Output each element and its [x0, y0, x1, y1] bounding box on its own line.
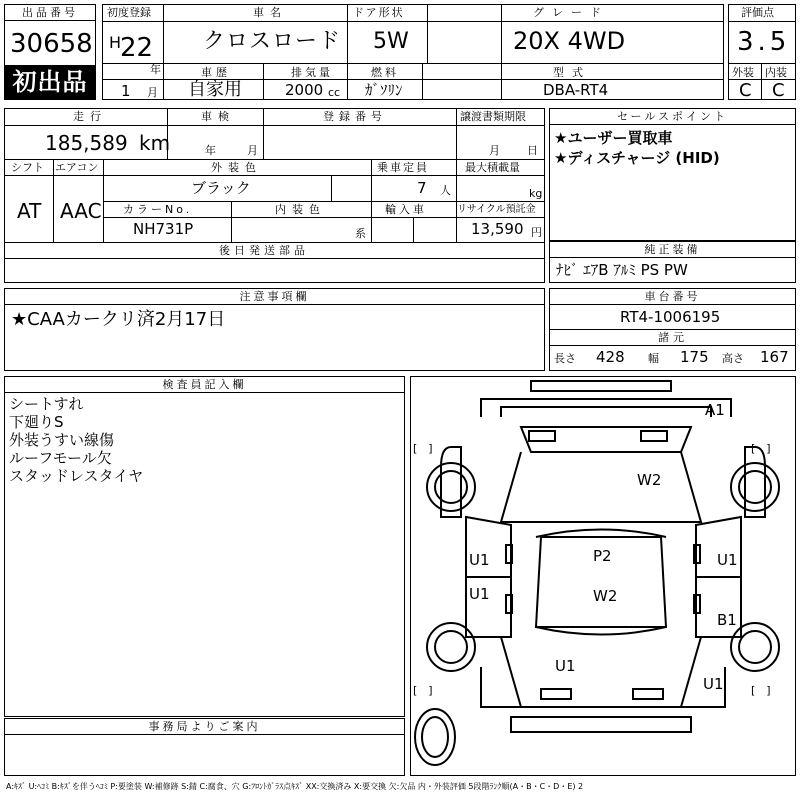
max-load-unit: kg — [529, 187, 543, 200]
recycle-label: リサイクル預託金 — [457, 204, 536, 215]
score: 3.5 — [737, 27, 791, 57]
damage-mark: U1 — [703, 675, 724, 693]
recycle-fee: 13,590 — [471, 220, 524, 238]
bracket-left: [ ] — [413, 684, 433, 697]
registration-label: 登録番号 — [323, 110, 387, 123]
notes-label: 注意事項欄 — [5, 289, 544, 305]
month-unit: 月 — [147, 86, 158, 99]
mileage-label: 走行 — [73, 110, 107, 123]
first-listing-text: 初出品 — [12, 68, 88, 96]
header-block — [102, 4, 724, 100]
bracket-right: [ ] — [751, 442, 771, 455]
interior-grade: C — [772, 80, 785, 101]
inspection-label: 車検 — [201, 110, 235, 123]
damage-mark: P2 — [593, 547, 612, 565]
later-parts-label: 後日発送部品 — [219, 244, 309, 257]
fuel-label: 燃料 — [371, 66, 399, 79]
mileage-unit: km — [139, 131, 171, 155]
reg-year: 22 — [120, 33, 154, 63]
height-label: 高さ — [722, 352, 744, 365]
legend: A:ｷｽﾞ U:ﾍｺﾐ B:ｷｽﾞを伴うﾍｺﾐ P:要塗装 W:補修跡 S:錆 C:腐食、穴 G:ﾌﾛﾝﾄｶﾞﾗｽ点ｷｽﾞ XX:交換済み X:要交換 欠:欠品 内・外装評価 5段階ﾗﾝｸ順(A・B・C・D・E) 2 — [6, 782, 584, 791]
int-color-label: 内装色 — [275, 203, 326, 216]
damage-mark: U1 — [469, 585, 490, 603]
ext-color: ブラック — [191, 179, 251, 197]
transfer-month-unit: 月 — [489, 144, 500, 157]
bracket-left: [ ] — [413, 442, 433, 455]
sales-point-1: ★ユーザー買取車 — [554, 129, 673, 147]
equipment-text: ﾅﾋﾞ ｴｱB ｱﾙﾐ PS PW — [556, 261, 688, 279]
chassis-block — [549, 288, 796, 371]
score-label: 評価点 — [741, 6, 774, 19]
first-reg-label: 初度登録 — [107, 6, 151, 19]
reg-month: 1 — [121, 82, 131, 100]
displacement-label: 排気量 — [291, 66, 333, 79]
lot-label: 出品番号 — [5, 5, 95, 21]
displacement: 2000 — [285, 81, 324, 99]
width: 175 — [680, 348, 709, 366]
interior-grade-label: 内装 — [765, 66, 787, 79]
era: H — [109, 33, 122, 52]
grade: 20X 4WD — [513, 27, 626, 55]
office-label: 事務局よりご案内 — [5, 719, 404, 735]
sales-points-label: セールスポイント — [550, 109, 795, 125]
first-listing-badge — [5, 65, 95, 99]
car-name-label: 車名 — [253, 6, 287, 19]
equipment-label: 純正装備 — [550, 242, 795, 258]
car-diagram — [410, 376, 796, 776]
exterior-grade: C — [739, 80, 752, 101]
damage-mark: A1 — [705, 401, 725, 419]
capacity-unit: 人 — [440, 184, 451, 197]
lot-number: 30658 — [10, 29, 93, 59]
details-block — [4, 108, 545, 283]
car-outline — [411, 377, 795, 775]
capacity: 7 — [417, 179, 427, 197]
notes-text: ★CAAカークリ済2月17日 — [11, 309, 226, 330]
office-block — [4, 718, 405, 776]
inspection-month-unit: 月 — [247, 144, 258, 157]
recycle-unit: 円 — [531, 226, 542, 239]
specs-label: 諸元 — [658, 331, 688, 344]
damage-mark: U1 — [469, 551, 490, 569]
shift-label: シフト — [11, 161, 44, 174]
inspector-block — [4, 376, 405, 717]
color-no-label: カラーNo. — [123, 203, 193, 216]
width-label: 幅 — [648, 352, 659, 365]
damage-mark: W2 — [593, 587, 618, 605]
displacement-unit: cc — [328, 86, 341, 99]
grade-label: グレード — [533, 6, 609, 19]
model-code-label: 型式 — [553, 66, 591, 79]
color-no: NH731P — [133, 220, 194, 238]
car-name: クロスロード — [203, 29, 342, 54]
length: 428 — [596, 348, 625, 366]
ac: AAC — [60, 199, 102, 223]
max-load-label: 最大積載量 — [465, 161, 520, 174]
inspection-year-unit: 年 — [205, 144, 216, 157]
exterior-grade-label: 外装 — [732, 66, 754, 79]
inspector-line: 下廻りS — [9, 413, 64, 431]
inspector-label: 検査員記入欄 — [5, 377, 404, 393]
chassis-number: RT4-1006195 — [620, 308, 721, 326]
fuel: ｶﾞｿﾘﾝ — [365, 81, 403, 99]
inspector-line: 外装うすい線傷 — [9, 431, 115, 449]
equipment-block — [549, 241, 796, 283]
length-label: 長さ — [554, 352, 576, 365]
ac-label: エアコン — [55, 161, 99, 174]
int-color-unit: 系 — [355, 227, 366, 240]
bracket-right: [ ] — [751, 684, 771, 697]
notes-block — [4, 288, 545, 371]
inspector-line: シートすれ — [9, 395, 84, 413]
damage-mark: U1 — [717, 551, 738, 569]
damage-mark: U1 — [555, 657, 576, 675]
door: 5W — [373, 29, 409, 54]
score-block — [728, 4, 796, 100]
damage-mark: W2 — [637, 471, 662, 489]
shift: AT — [17, 199, 42, 223]
history-label: 車歴 — [201, 66, 231, 79]
sales-points-block — [549, 108, 796, 241]
transfer-day-unit: 日 — [527, 144, 538, 157]
capacity-label: 乗車定員 — [377, 161, 429, 174]
ext-color-label: 外装色 — [211, 161, 262, 174]
model-code: DBA-RT4 — [543, 81, 609, 99]
transfer-label: 譲渡書類期限 — [460, 110, 526, 123]
inspector-line: スタッドレスタイヤ — [9, 467, 144, 485]
height: 167 — [760, 348, 789, 366]
year-unit: 年 — [150, 63, 161, 76]
history: 自家用 — [188, 79, 242, 100]
mileage: 185,589 — [45, 131, 128, 155]
door-label: ドア形状 — [353, 6, 405, 19]
sales-point-2: ★ディスチャージ (HID) — [554, 149, 720, 167]
damage-mark: B1 — [717, 611, 737, 629]
import-label: 輸入車 — [385, 203, 427, 216]
inspector-line: ルーフモール欠 — [9, 449, 112, 467]
chassis-label: 車台番号 — [550, 289, 795, 305]
